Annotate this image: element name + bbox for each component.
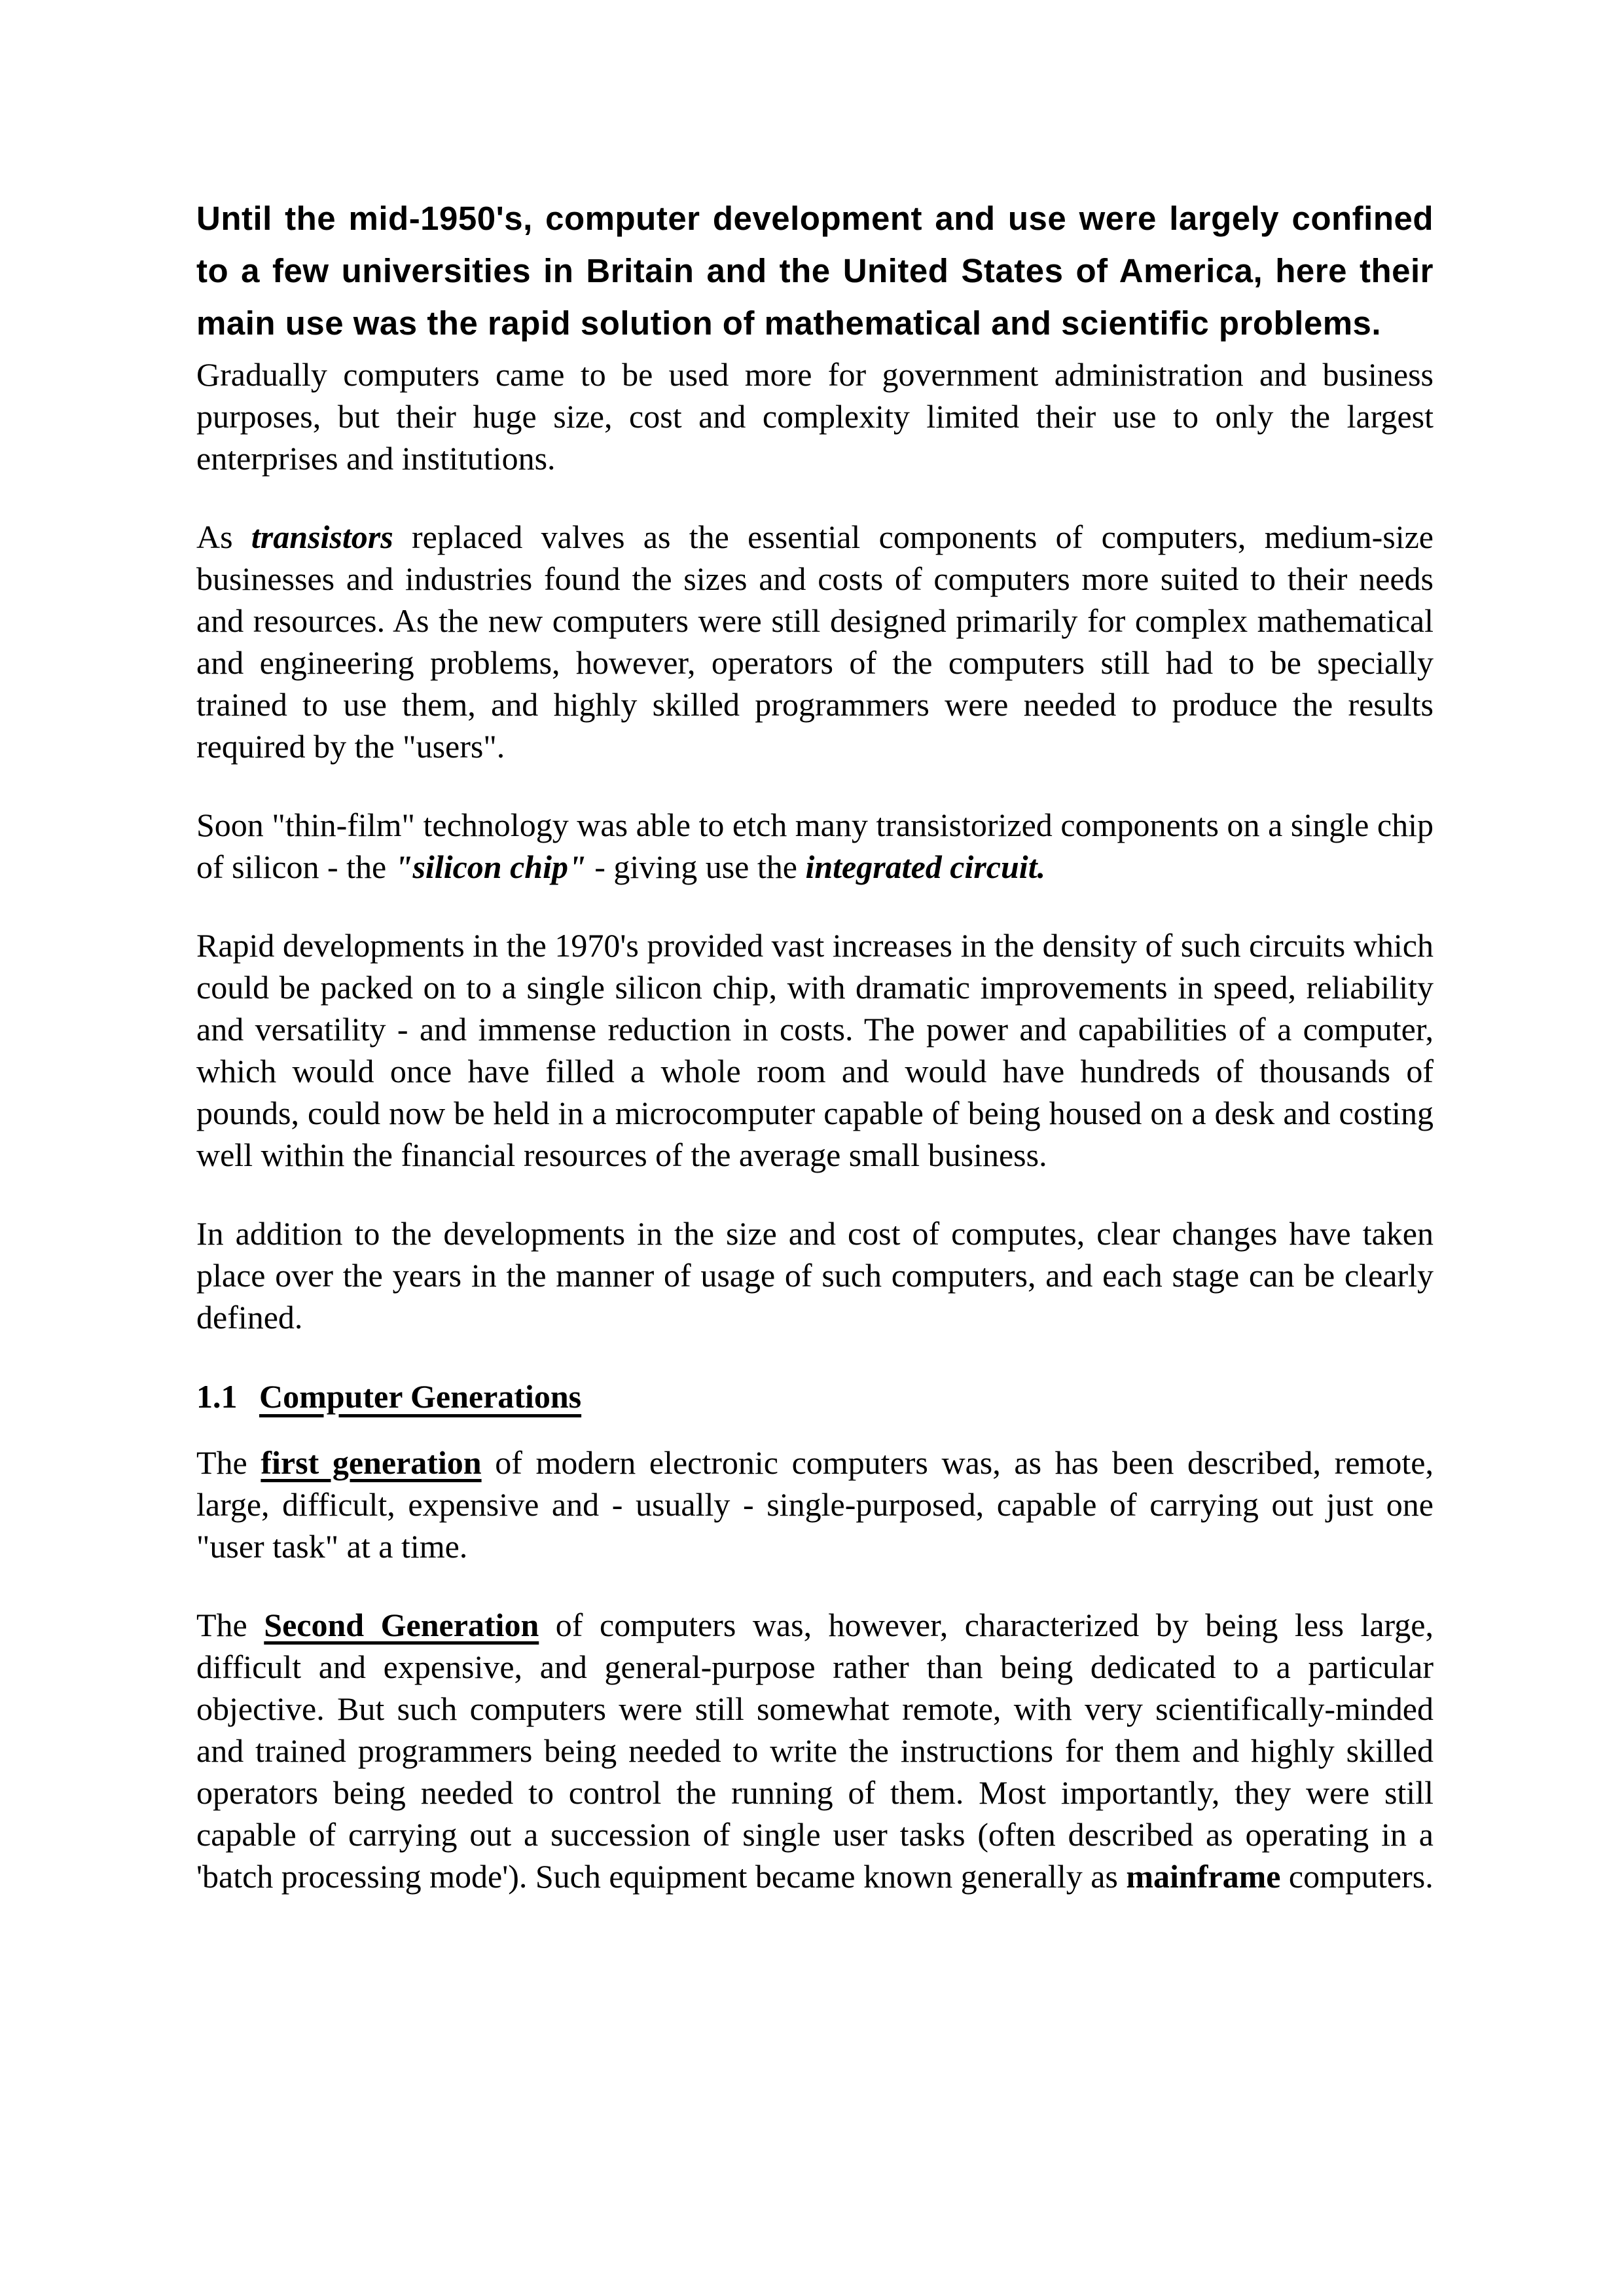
text-run: The <box>196 1607 264 1643</box>
paragraph <box>196 924 1434 1176</box>
text-run: The <box>196 1444 261 1481</box>
text-run: first generation <box>261 1444 482 1481</box>
text-run: In addition to the developments in the size and cost of computes, clear changes have taken place over the years in the manner of usage of such computers, and each stage can be clearly defined. <box>196 1215 1434 1336</box>
paragraph <box>196 1212 1434 1338</box>
paragraph <box>196 1604 1434 1897</box>
text-run: mainframe <box>1126 1858 1281 1895</box>
section-heading <box>196 1375 1434 1418</box>
paragraph <box>196 1442 1434 1567</box>
text-run: Soon "thin-film" technology was able to etch many transistorized components on a single chip of silicon - the <box>196 807 1434 885</box>
section-title: Computer Generations <box>259 1378 582 1415</box>
text-run: replaced valves as the essential components of computers, medium-size businesses and industries found the sizes and costs of computers more suited to their needs and resources. As the new computers were still designed primarily for complex mathematical and engineering problems, however, operators of the computers still had to be specially trained to use them, and highly skilled programmers were needed to produce the results required by the "users". <box>196 519 1434 765</box>
text-run: transistors <box>251 519 393 555</box>
text-run: integrated circuit. <box>805 848 1046 885</box>
text-run: of computers was, however, characterized by being less large, difficult and expensive, and general-purpose rather than being dedicated to a particular objective. But such computers were still somewhat remote, with very scientifically-minded and trained programmers being needed to write the instructions for them and highly skilled operators being needed to control the running of them. Most importantly, they were still capable of carrying out a succession of single user tasks (often described as operating in a 'batch processing mode'). Such equipment became known generally as <box>196 1607 1434 1895</box>
document-body <box>196 354 1434 1897</box>
text-run: Rapid developments in the 1970's provided vast increases in the density of such circuits which could be packed on to a single silicon chip, with dramatic improvements in speed, reliability and versatility - and immense reduction in costs. The power and capabilities of a computer, which would once have filled a whole room and would have hundreds of thousands of pounds, could now be held in a microcomputer capable of being housed on a desk and costing well within the financial resources of the average small business. <box>196 927 1434 1173</box>
text-run: - giving use the <box>586 848 806 885</box>
paragraph <box>196 516 1434 767</box>
text-run: "silicon chip" <box>394 848 586 885</box>
text-run: Gradually computers came to be used more for government administration and business purposes, but their huge size, cost and complexity limited their use to only the largest enterprises and institutions. <box>196 356 1434 477</box>
section-number: 1.1 <box>196 1378 238 1415</box>
paragraph <box>196 354 1434 479</box>
text-run: of modern electronic computers was, as has been described, remote, large, difficult, expensive and - usually - single-purposed, capable of carrying out just one "user task" at a time. <box>196 1444 1434 1565</box>
text-run: computers. <box>1280 1858 1434 1895</box>
text-run: Second Generation <box>264 1607 539 1643</box>
paragraph <box>196 804 1434 888</box>
intro-heading: Until the mid-1950's, computer development and use were largely confined to a few universities in Britain and the United States of America, here their main use was the rapid solution of mathematical and scientific problems. <box>196 200 1434 342</box>
text-run: As <box>196 519 251 555</box>
